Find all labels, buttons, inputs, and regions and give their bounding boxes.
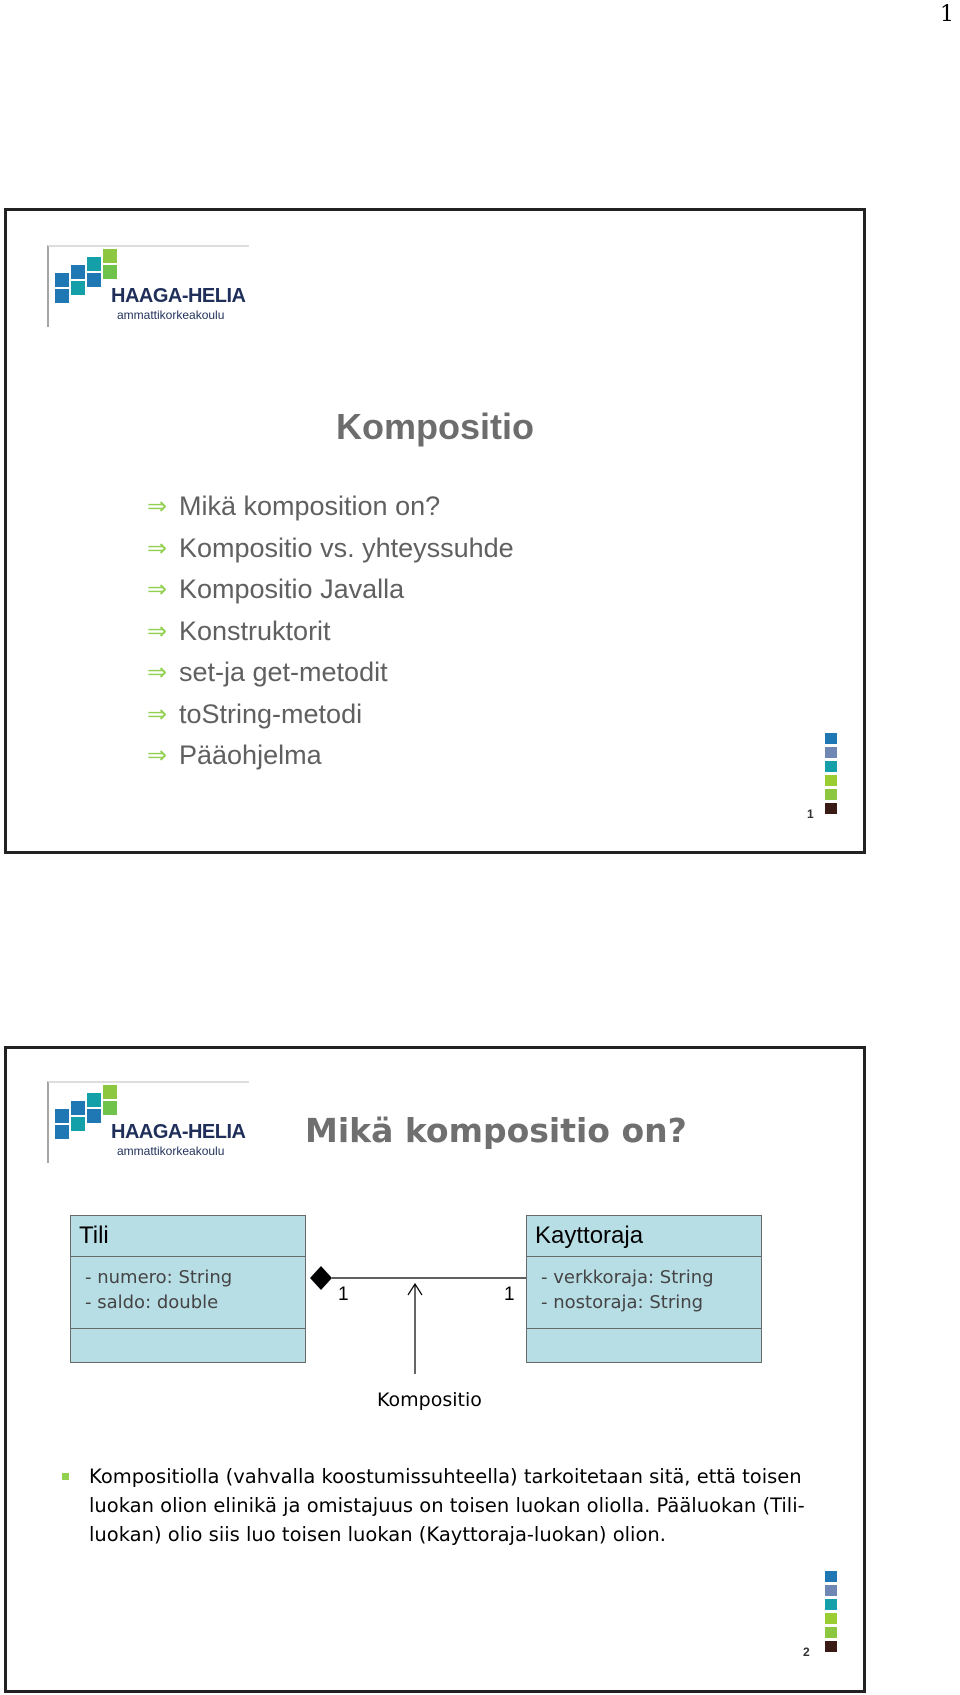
slide-title: Mikä kompositio on? xyxy=(305,1111,687,1150)
attribute: - numero: String xyxy=(85,1267,233,1288)
bullet-item xyxy=(147,611,514,653)
bullet-list xyxy=(147,486,514,777)
explanation-paragraph: Kompositiolla (vahvalla koostumissuhteella) tarkoitetaan sitä, että toisen luokan olion elinikä ja omistajuus on toisen luokan oliolla. Pääluokan (Tili-luokan) olio siis luo toisen luokan (Kayttoraja-luokan) olion. xyxy=(89,1465,805,1546)
arrow-bullet-icon: ⇒ xyxy=(147,659,168,687)
haaga-helia-logo xyxy=(47,245,249,327)
slide-number: 1 xyxy=(807,807,814,821)
page-number: 1 xyxy=(940,2,954,27)
bullet-item xyxy=(147,528,514,570)
logo-brand: HAAGA-HELIA xyxy=(111,285,246,307)
slide-title: Kompositio xyxy=(336,406,534,447)
arrow-bullet-icon: ⇒ xyxy=(147,493,168,521)
bullet-item xyxy=(147,735,514,777)
bullet-text: Kompositio vs. yhteyssuhde xyxy=(179,532,514,563)
slide-number: 2 xyxy=(803,1645,810,1659)
bullet-item xyxy=(147,569,514,611)
class-name: Kayttoraja xyxy=(527,1216,761,1257)
decorative-squares xyxy=(825,1571,839,1655)
arrow-bullet-icon: ⇒ xyxy=(147,742,168,770)
slide-1 xyxy=(4,208,866,854)
bullet-text: Konstruktorit xyxy=(179,615,331,646)
attribute: - verkkoraja: String xyxy=(541,1267,714,1288)
logo-subtitle: ammattikorkeakoulu xyxy=(117,1144,225,1158)
bullet-text: Pääohjelma xyxy=(179,740,322,771)
arrow-bullet-icon: ⇒ xyxy=(147,617,168,645)
attribute: - nostoraja: String xyxy=(541,1292,704,1313)
bullet-text: Kompositio Javalla xyxy=(179,574,405,605)
arrow-bullet-icon: ⇒ xyxy=(147,700,168,728)
arrow-bullet-icon: ⇒ xyxy=(147,576,168,604)
bullet-item xyxy=(147,694,514,736)
slide-2 xyxy=(4,1046,866,1693)
bullet-text: set-ja get-metodit xyxy=(179,657,388,688)
decorative-squares xyxy=(825,733,839,817)
composition-diamond-icon xyxy=(310,1266,332,1290)
bullet-item xyxy=(147,652,514,694)
multiplicity-right: 1 xyxy=(504,1284,515,1305)
logo-subtitle: ammattikorkeakoulu xyxy=(117,308,225,322)
arrow-bullet-icon: ⇒ xyxy=(147,534,168,562)
square-bullet-icon xyxy=(62,1473,69,1480)
bullet-item xyxy=(147,486,514,528)
attribute: - saldo: double xyxy=(85,1292,219,1313)
multiplicity-left: 1 xyxy=(338,1284,349,1305)
class-name: Tili xyxy=(71,1216,305,1257)
bullet-text: toString-metodi xyxy=(179,698,363,729)
logo-brand: HAAGA-HELIA xyxy=(111,1121,246,1143)
relation-label: Kompositio xyxy=(377,1389,482,1411)
bullet-text: Mikä komposition on? xyxy=(179,491,441,522)
